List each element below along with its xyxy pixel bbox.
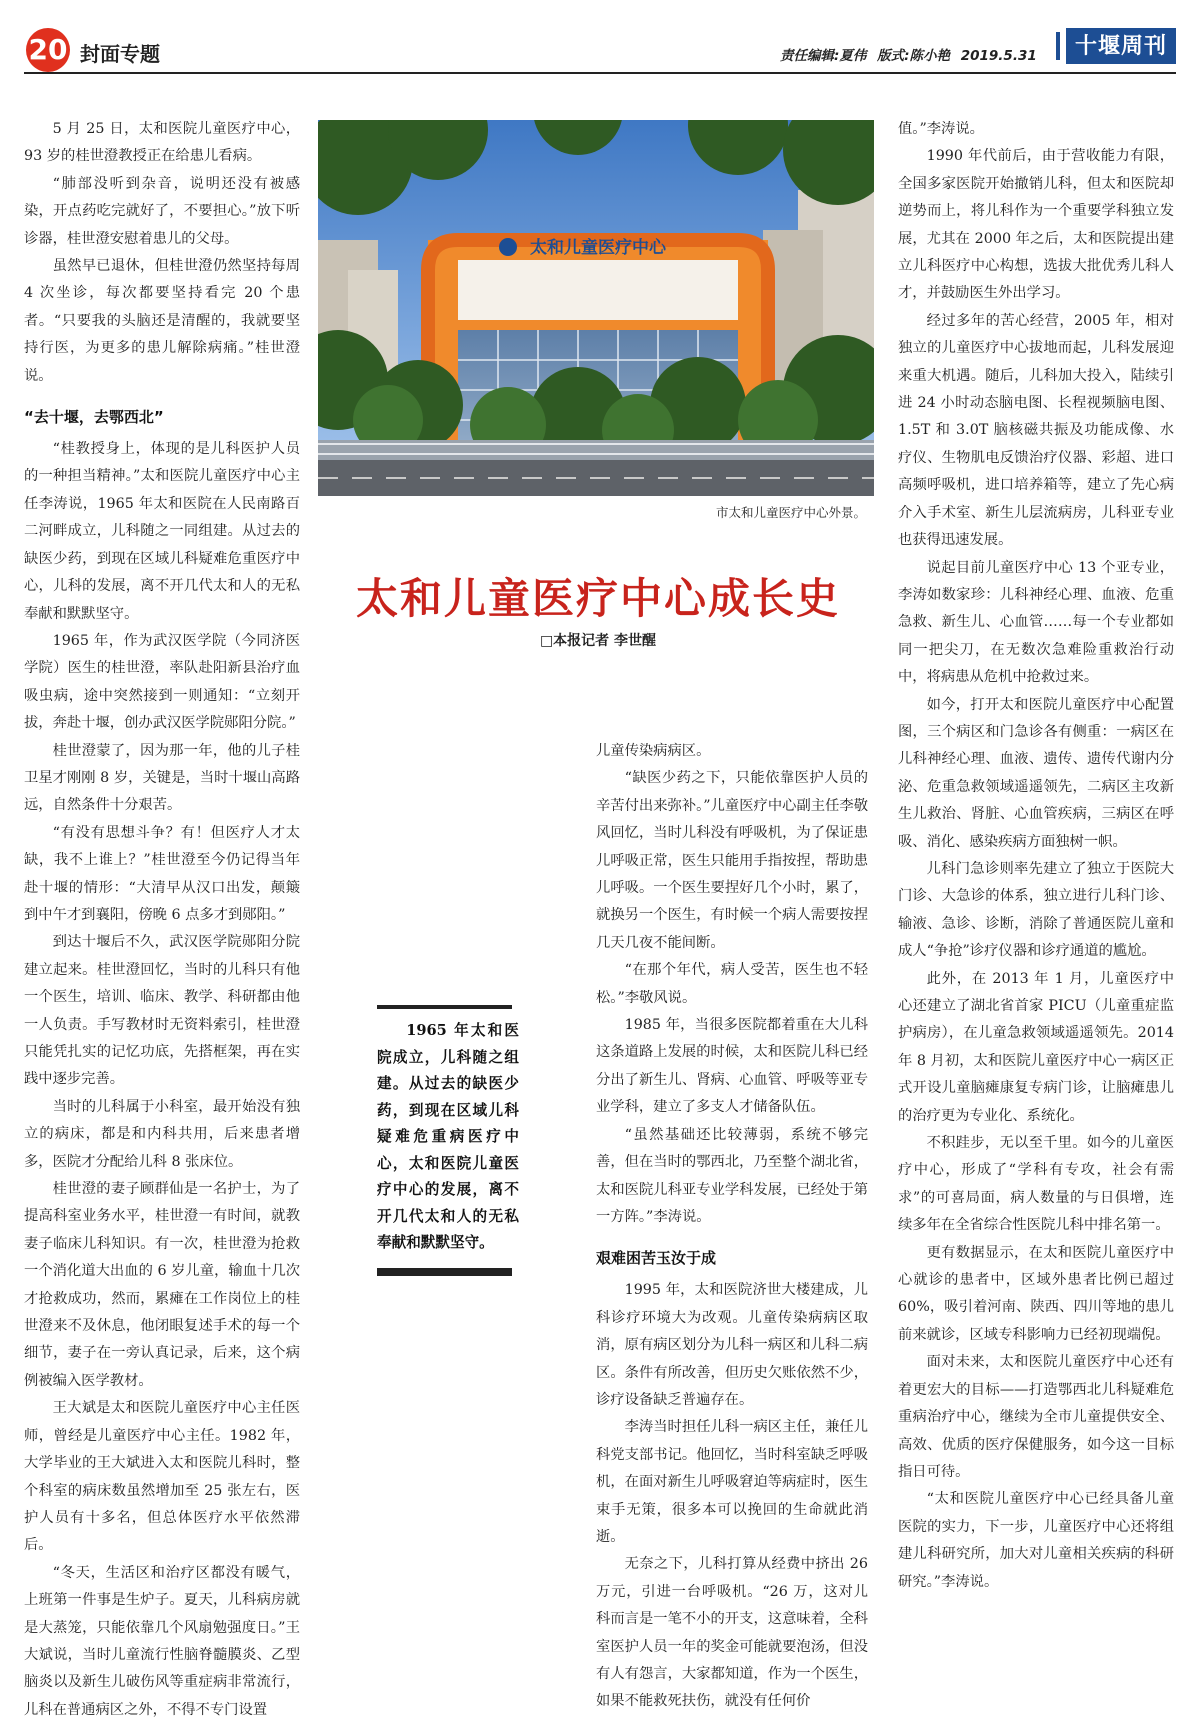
hospital-photo <box>318 120 874 496</box>
pullquote <box>377 1018 519 1257</box>
paragraph: 1995 年，太和医院济世大楼建成，儿科诊疗环境大为改观。儿童传染病病区取消，原有病区划分为儿科一病区和儿科二病区。条件有所改善，但历史欠账依然不少，诊疗设备缺乏普遍存在。 <box>596 1282 868 1408</box>
layout-credit: 版式:陈小艳 <box>877 48 951 64</box>
paragraph: 说起目前儿童医疗中心 13 个亚专业，李涛如数家珍：儿科神经心理、血液、危重急救、新生儿、心血管……每一个专业都如同一把尖刀，在无数次急难险重救治行动中，将病患从危机中抢救过来。 <box>898 559 1174 686</box>
paragraph: 此外，在 2013 年 1 月，儿童医疗中心还建立了湖北省首家 PICU（儿童重症监护病房），在儿童急救领域遥遥领先。2014 年 8 月初，太和医院儿童医疗中心一病区正式开设儿童脑瘫康复专病门诊，让脑瘫患儿的治疗更为专业化、系统化。 <box>898 970 1174 1124</box>
logo-accent <box>1056 32 1060 60</box>
subheading: 艰难困苦玉汝于成 <box>596 1249 717 1268</box>
paragraph: 当时的儿科属于小科室，最开始没有独立的病床，都是和内科共用，后来患者增多，医院才分配给儿科 8 张床位。 <box>24 1098 300 1170</box>
editor-credit: 责任编辑:夏伟 <box>780 48 867 64</box>
paragraph: 5 月 25 日，太和医院儿童医疗中心，93 岁的桂世澄教授正在给患儿看病。 <box>24 121 300 165</box>
paragraph: 桂世澄的妻子顾群仙是一名护士，为了提高科室业务水平，桂世澄一有时间，就教妻子临床儿科知识。有一次，桂世澄为抢救一个消化道大出血的 6 岁儿童，输血十几次才抢救成功，然而，累瘫在工作岗位上的桂世澄来不及休息，他闭眼复述手术的每一个细节，妻子在一旁认真记录，后来，这个病例被编入医学教材。 <box>24 1181 300 1389</box>
paragraph: 虽然早已退休，但桂世澄仍然坚持每周 4 次坐诊，每次都要坚持看完 20 个患者。“只要我的头脑还是清醒的，我就要坚持行医，为更多的患儿解除病痛。”桂世澄说。 <box>24 258 300 384</box>
article-headline: 太和儿童医疗中心成长史 <box>355 574 840 623</box>
paragraph: 桂世澄蒙了，因为那一年，他的儿子桂卫星才刚刚 8 岁，关键是，当时十堰山高路远，自然条件十分艰苦。 <box>24 742 300 814</box>
paragraph: “太和医院儿童医疗中心已经具备儿童医院的实力，下一步，儿童医疗中心还将组建儿科研究所，加大对儿童相关疾病的科研研究。”李涛说。 <box>898 1491 1174 1590</box>
paragraph: “冬天，生活区和治疗区都没有暖气，上班第一件事是生炉子。夏天，儿科病房就是大蒸笼，只能依靠几个风扇勉强度日。”王大斌说，当时儿童流行性脑脊髓膜炎、乙型脑炎以及新生儿破伤风等重症病非常流行，儿科在普通病区之外，不得不专门设置 <box>24 1564 300 1718</box>
building-sign: 太和儿童医疗中心 <box>530 238 666 258</box>
article-column-3 <box>596 738 868 1716</box>
paragraph: “缺医少药之下，只能依靠医护人员的辛苦付出来弥补。”儿童医疗中心副主任李敬风回忆，当时儿科没有呼吸机，为了保证患儿呼吸正常，医生只能用手指按捏，帮助患儿呼吸。一个医生要捏好几个小时，累了，就换另一个医生，有时候一个病人需要按捏几天几夜不能间断。 <box>596 770 868 951</box>
paragraph: 面对未来，太和医院儿童医疗中心还有着更宏大的目标——打造鄂西北儿科疑难危重病治疗中心，继续为全市儿童提供安全、高效、优质的医疗保健服务，如今这一目标指日可待。 <box>898 1354 1174 1480</box>
paragraph: “肺部没听到杂音，说明还没有被感染，开点药吃完就好了，不要担心。”放下听诊器，桂世澄安慰着患儿的父母。 <box>24 175 300 247</box>
paragraph: 值。”李涛说。 <box>898 121 984 137</box>
issue-date: 2019.5.31 <box>960 48 1037 64</box>
hospital-building-image <box>318 120 874 496</box>
article-column-1 <box>24 116 300 1724</box>
paragraph: 王大斌是太和医院儿童医疗中心主任医师，曾经是儿童医疗中心主任。1982 年，大学毕业的王大斌进入太和医院儿科时，整个科室的病床数虽然增加至 25 张左右，医护人员有十多名，但总体医疗水平依然滞后。 <box>24 1400 300 1554</box>
paragraph: 更有数据显示，在太和医院儿童医疗中心就诊的患者中，区域外患者比例已超过 60%，吸引着河南、陕西、四川等地的患儿前来就诊，区域专科影响力已经初现端倪。 <box>898 1244 1174 1343</box>
header-divider <box>24 72 1176 74</box>
paragraph: 经过多年的苦心经营，2005 年，相对独立的儿童医疗中心拔地而起，儿科发展迎来重大机遇。随后，儿科加大投入，陆续引进 24 小时动态脑电图、长程视频脑电图、1.5T 和 3.0T 脑核磁共振及功能成像、水疗仪、生物肌电反馈治疗仪器、彩超、进口高频呼吸机，进口培养箱等，建立了先心病介入手术室、新生儿层流病房，儿科亚专业也获得迅速发展。 <box>898 312 1174 549</box>
paragraph: 儿童传染病病区。 <box>596 743 711 759</box>
page-number: 20 <box>26 28 70 72</box>
logo-text: 十堰周刊 <box>1074 33 1167 59</box>
paragraph: 到达十堰后不久，武汉医学院郧阳分院建立起来。桂世澄回忆，当时的儿科只有他一个医生，培训、临床、教学、科研都由他一人负责。手写教材时无资料索引，桂世澄只能凭扎实的记忆功底，先搭框架，再在实践中逐步完善。 <box>24 934 300 1088</box>
paragraph: 李涛当时担任儿科一病区主任，兼任儿科党支部书记。他回忆，当时科室缺乏呼吸机，在面对新生儿呼吸窘迫等病症时，医生束手无策，很多本可以挽回的生命就此消逝。 <box>596 1419 868 1545</box>
paragraph: 1965 年，作为武汉医学院（今同济医学院）医生的桂世澄，率队赴阳新县治疗血吸虫病，途中突然接到一则通知：“立刻开拔，奔赴十堰，创办武汉医学院郧阳分院。” <box>24 632 300 732</box>
publication-logo <box>1066 28 1176 64</box>
paragraph: “桂教授身上，体现的是儿科医护人员的一种担当精神。”太和医院儿童医疗中心主任李涛说，1965 年太和医院在人民南路百二河畔成立，儿科随之一同组建。从过去的缺医少药，到现在区域儿科疑难危重医疗中心，儿科的发展，离不开几代太和人的无私奉献和默默坚守。 <box>24 441 300 622</box>
pullquote-bottom-rule <box>377 1268 512 1276</box>
header-credits <box>780 44 1043 64</box>
pullquote-top-rule <box>377 1005 512 1009</box>
paragraph: 无奈之下，儿科打算从经费中挤出 26 万元，引进一台呼吸机。“26 万，这对儿科而言是一笔不小的开支，这意味着，全科室医护人员一年的奖金可能就要泡汤，但没有人有怨言，大家都知道，作为一个医生，如果不能救死扶伤，就没有任何价 <box>596 1556 868 1710</box>
paragraph: 如今，打开太和医院儿童医疗中心配置图，三个病区和门急诊各有侧重：一病区在儿科神经心理、血液、遗传、遗传代谢内分泌、危重急救领域遥遥领先，二病区主攻新生儿救治、肾脏、心血管疾病，三病区在呼吸、消化、感染疾病方面独树一帜。 <box>898 696 1174 850</box>
article-byline: □本报记者 李世醒 <box>539 633 657 649</box>
paragraph: 儿科门急诊则率先建立了独立于医院大门诊、大急诊的体系，独立进行儿科门诊、输液、急诊、诊断，消除了普通医院儿童和成人“争抢”诊疗仪器和诊疗通道的尴尬。 <box>898 860 1174 960</box>
pullquote-text: 1965 年太和医院成立，儿科随之组建。从过去的缺医少药，到现在区域儿科疑难危重病医疗中心，太和医院儿童医疗中心的发展，离不开几代太和人的无私奉献和默默坚守。 <box>377 1022 519 1251</box>
subheading: “去十堰，去鄂西北” <box>24 408 164 427</box>
photo-caption: 市太和儿童医疗中心外景。 <box>715 505 866 520</box>
paragraph: 1990 年代前后，由于营收能力有限，全国多家医院开始撤销儿科，但太和医院却逆势而上，将儿科作为一个重要学科独立发展，尤其在 2000 年之后，太和医院提出建立儿科医疗中心构想，选拔大批优秀儿科人才，并鼓励医生外出学习。 <box>898 148 1174 302</box>
paragraph: “在那个年代，病人受苦，医生也不轻松。”李敬风说。 <box>596 962 868 1006</box>
section-title: 封面专题 <box>80 42 160 66</box>
paragraph: 不积跬步，无以至千里。如今的儿童医疗中心，形成了“学科有专攻，社会有需求”的可喜局面，病人数量的与日俱增，连续多年在全省综合性医院儿科中排名第一。 <box>898 1135 1174 1234</box>
paragraph: “虽然基础还比较薄弱，系统不够完善，但在当时的鄂西北，乃至整个湖北省，太和医院儿科亚专业学科发展，已经处于第一方阵。”李涛说。 <box>596 1126 868 1225</box>
paragraph: 1985 年，当很多医院都着重在大儿科这条道路上发展的时候，太和医院儿科已经分出了新生儿、肾病、心血管、呼吸等亚专业学科，建立了多支人才储备队伍。 <box>596 1017 868 1116</box>
article-column-4 <box>898 116 1174 1596</box>
paragraph: “有没有思想斗争？有！但医疗人才太缺，我不上谁上？”桂世澄至今仍记得当年赴十堰的情形：“大清早从汉口出发，颠簸到中午才到襄阳，傍晚 6 点多才到郧阳。” <box>24 824 300 923</box>
